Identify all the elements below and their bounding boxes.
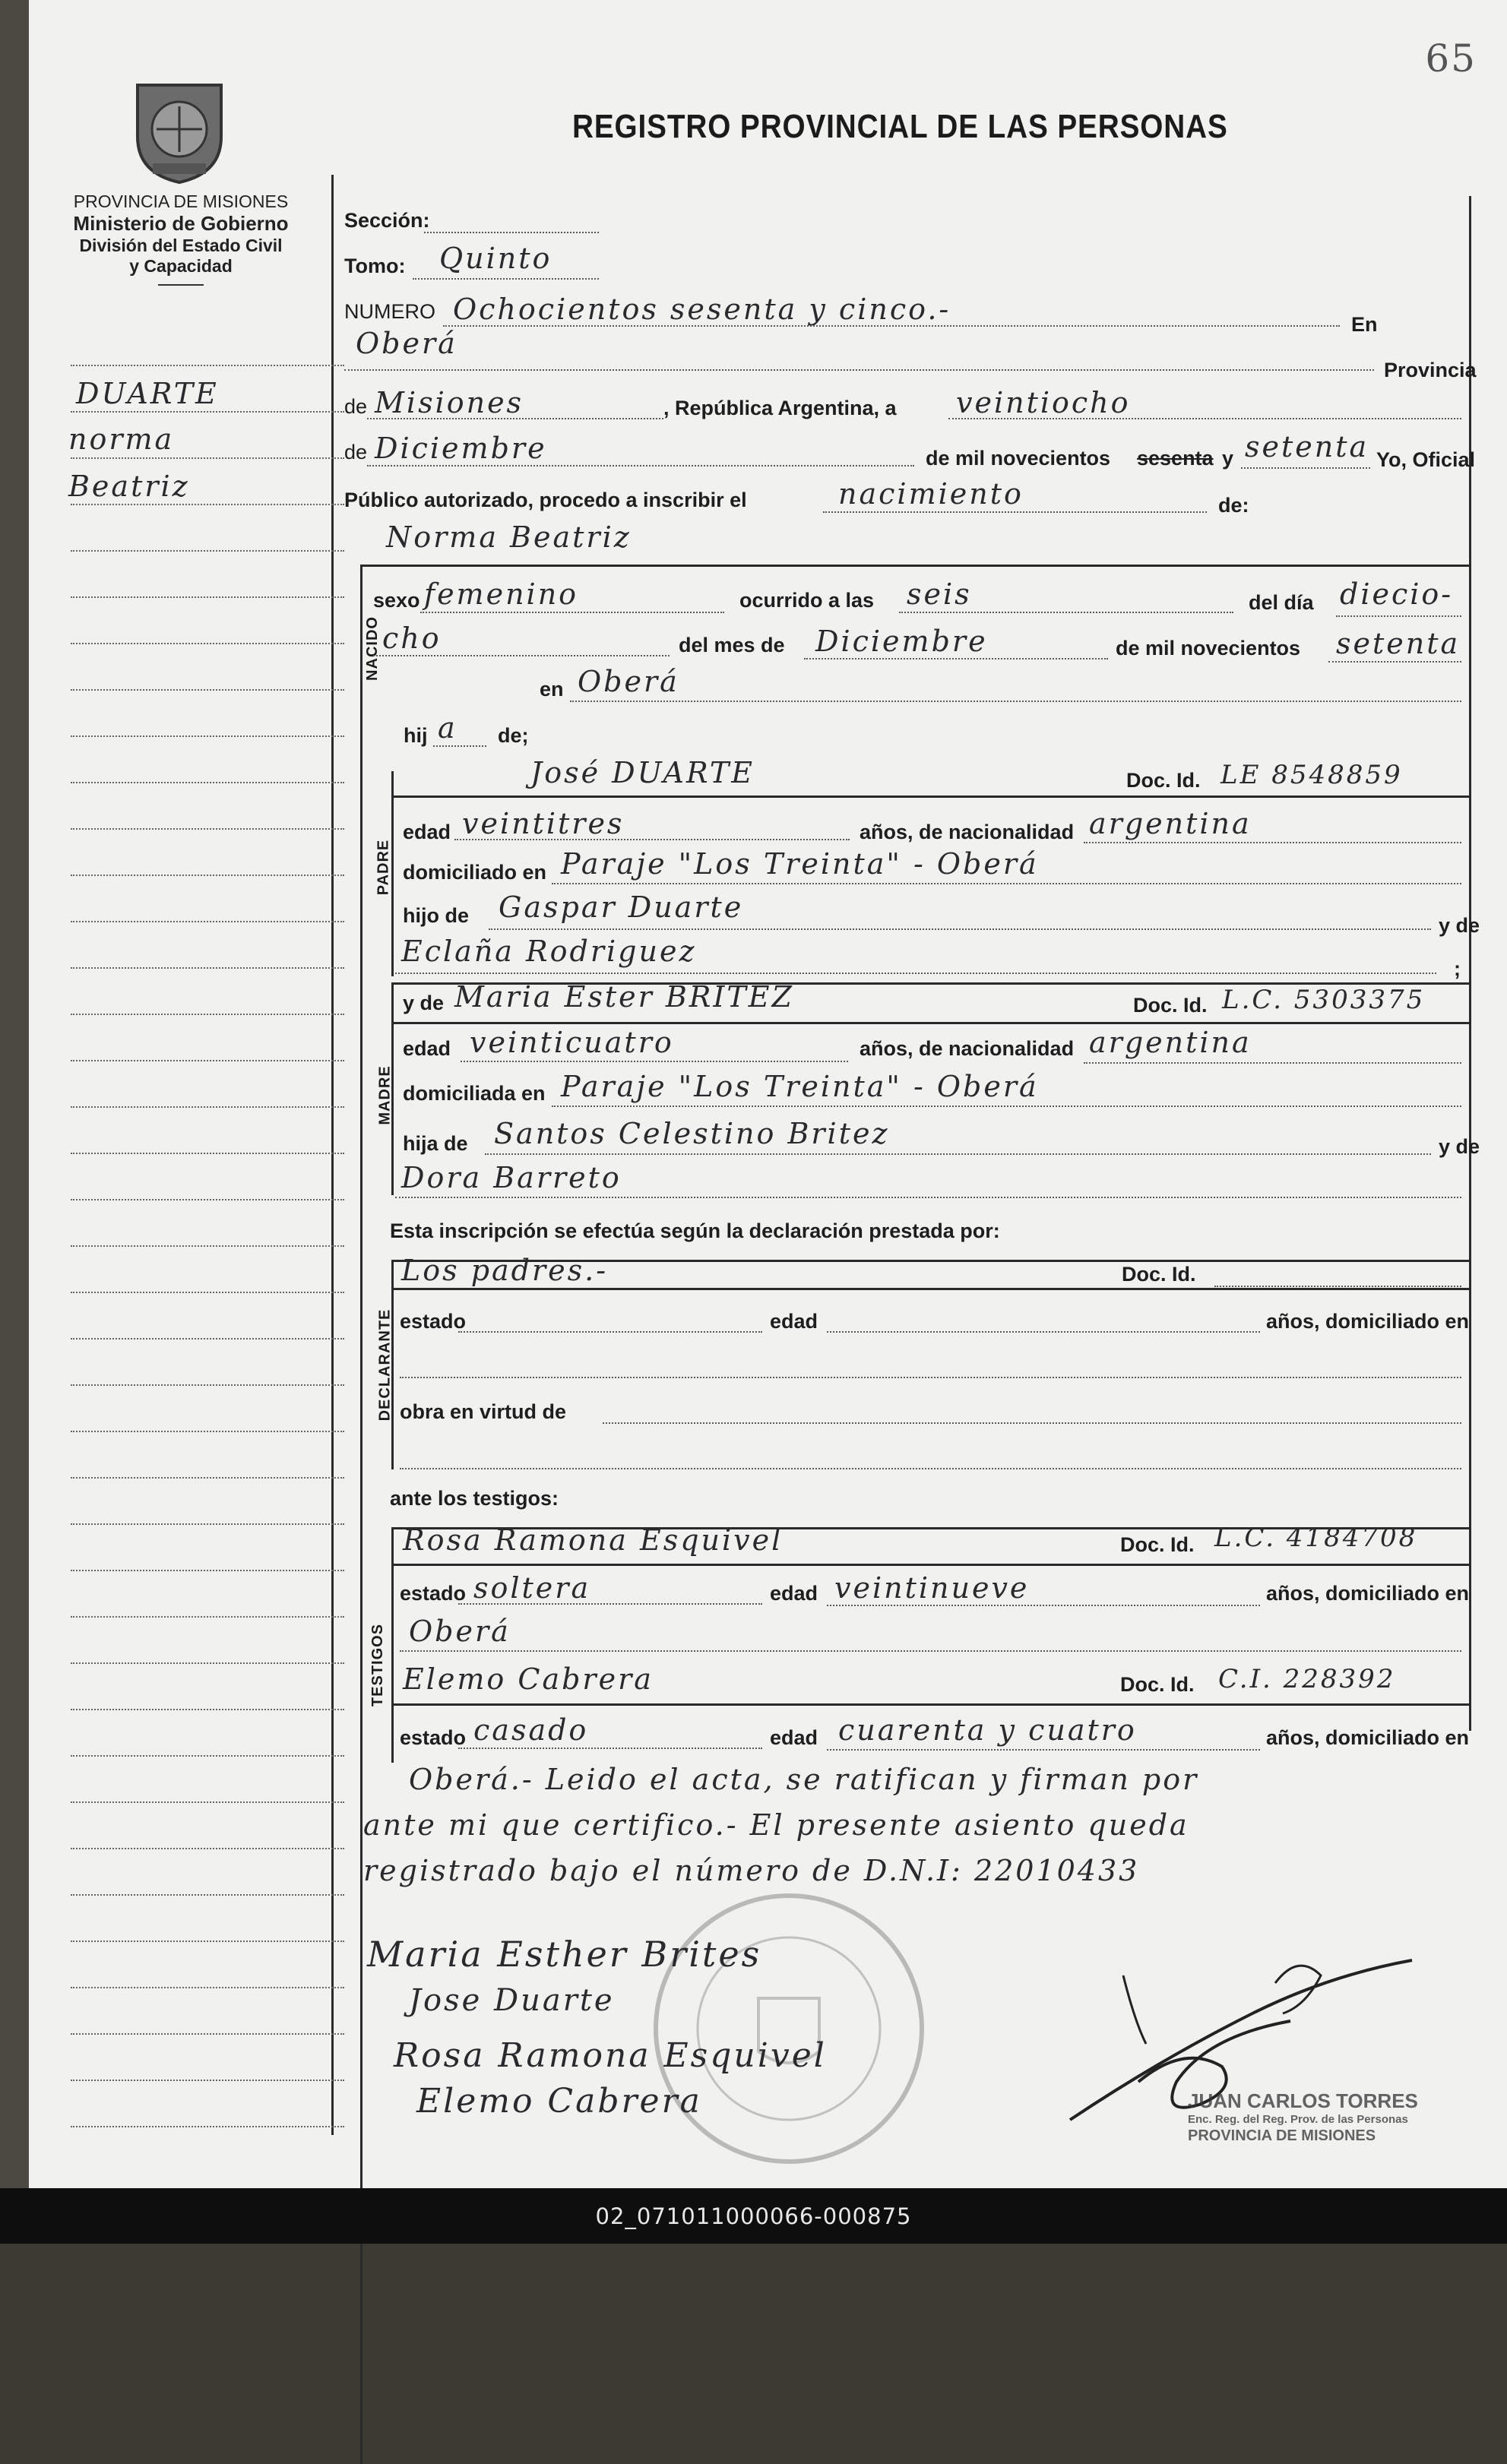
margin-rule-line — [71, 550, 344, 552]
stamp-line-2: Enc. Reg. del Reg. Prov. de las Personas — [1188, 2113, 1408, 2127]
tomo-value: Quinto — [439, 242, 552, 275]
label-declarante-doc: Doc. Id. — [1122, 1263, 1196, 1286]
label-de-semicolon: de; — [498, 724, 529, 747]
ministry-name: Ministerio de Gobierno — [73, 212, 289, 235]
label-madre-doc: Doc. Id. — [1133, 994, 1208, 1017]
section-nacido: NACIDO — [363, 616, 381, 681]
margin-rule-line — [71, 1292, 344, 1293]
dia-value-2: cho — [382, 622, 442, 655]
label-padre-anos-nac: años, de nacionalidad — [860, 821, 1075, 843]
label-padre-y-de: y de — [1439, 914, 1480, 937]
margin-rule-line — [71, 1941, 344, 1942]
label-ocurrido: ocurrido a las — [739, 589, 875, 612]
label-testigo1-anos-dom: años, domiciliado en — [1266, 1582, 1470, 1605]
label-en-lower: en — [540, 678, 564, 701]
margin-rule-line — [71, 875, 344, 876]
margin-rule-line — [71, 1199, 344, 1200]
madre-hija-de-value: Santos Celestino Britez — [494, 1117, 890, 1150]
hij-suffix-value: a — [438, 711, 457, 745]
margin-surname: DUARTE — [76, 377, 219, 410]
label-de-mil-nov: de mil novecientos — [1116, 637, 1301, 659]
label-numero: NUMERO — [344, 300, 435, 323]
testigo1-doc-value: L.C. 4184708 — [1214, 1523, 1418, 1553]
margin-rule-line — [71, 1384, 344, 1386]
label-sexo: sexo — [373, 589, 420, 612]
label-en: En — [1351, 313, 1378, 336]
margin-rule-line — [71, 1894, 344, 1896]
page-number: 65 — [1425, 36, 1477, 81]
margin-rule-line — [71, 1801, 344, 1803]
padre-nac-value: argentina — [1089, 807, 1252, 840]
madre-dom-value: Paraje "Los Treinta" - Oberá — [561, 1070, 1039, 1103]
testigo2-doc-value: C.I. 228392 — [1218, 1664, 1396, 1694]
closing-line-1: Oberá.- Leido el acta, se ratifican y firman por — [409, 1763, 1199, 1796]
declarante-value: Los padres.- — [401, 1254, 609, 1287]
section-padre: PADRE — [375, 839, 392, 896]
margin-rule-line — [71, 1477, 344, 1479]
label-madre-hija-de: hija de — [403, 1132, 468, 1155]
margin-rule-line — [71, 1153, 344, 1154]
label-declarante-estado: estado — [400, 1310, 467, 1333]
label-testigo1-estado: estado — [400, 1582, 467, 1605]
label-yo-oficial: Yo, Oficial — [1376, 448, 1476, 471]
nacido-nombre-value: Norma Beatriz — [386, 520, 632, 554]
fecha-mes-value: Diciembre — [375, 432, 547, 465]
hora-value: seis — [907, 577, 972, 611]
label-testigo2-edad: edad — [770, 1726, 818, 1749]
margin-rule-line — [71, 1616, 344, 1618]
label-madre-anos-nac: años, de nacionalidad — [860, 1037, 1075, 1060]
fecha-dia-value: veintiocho — [956, 386, 1131, 419]
lugar-value: Oberá — [356, 327, 457, 360]
padre-dom-value: Paraje "Los Treinta" - Oberá — [561, 847, 1039, 881]
madre-nac-value: argentina — [1089, 1026, 1252, 1059]
margin-rule-line — [71, 1848, 344, 1849]
margin-first-name: norma — [68, 422, 175, 456]
label-padre-semicolon: ; — [1454, 957, 1461, 980]
acto-value: nacimiento — [838, 477, 1024, 511]
margin-rule-line — [71, 1431, 344, 1432]
margin-rule-line — [71, 643, 344, 644]
label-provincia: Provincia — [1384, 359, 1477, 381]
label-declaracion: Esta inscripción se efectúa según la declaración prestada por: — [390, 1219, 1000, 1242]
label-madre-y-de: y de — [403, 992, 445, 1014]
section-madre: MADRE — [376, 1065, 394, 1125]
label-y: y — [1222, 447, 1234, 470]
testigo2-nombre-value: Elemo Cabrera — [403, 1662, 654, 1696]
label-hij: hij — [404, 724, 428, 747]
padre-edad-value: veintitres — [462, 807, 625, 840]
mes-value: Diciembre — [815, 625, 988, 658]
margin-rule-line — [71, 782, 344, 783]
testigo1-edad-value: veintinueve — [834, 1571, 1030, 1605]
dia-value-1: diecio- — [1340, 577, 1454, 611]
label-padre-dom: domiciliado en — [403, 861, 547, 884]
anio-value: setenta — [1336, 627, 1461, 660]
margin-rule-line — [71, 504, 344, 505]
section-declarante: DECLARANTE — [376, 1308, 394, 1422]
margin-rule-line — [71, 457, 344, 459]
padre-nombre-value: José DUARTE — [530, 756, 755, 789]
label-tomo: Tomo: — [344, 255, 406, 277]
label-testigo2-estado: estado — [400, 1726, 467, 1749]
label-padre-edad: edad — [403, 821, 451, 843]
label-publico: Público autorizado, procedo a inscribir el — [344, 489, 747, 511]
label-madre-edad: edad — [403, 1037, 451, 1060]
margin-rule-line — [71, 1709, 344, 1710]
margin-rule-line — [71, 1570, 344, 1571]
margin-rule-line — [71, 1523, 344, 1525]
margin-rule-line — [71, 596, 344, 598]
margin-rule-line — [71, 2033, 344, 2035]
division-line-2: y Capacidad — [129, 256, 233, 276]
label-de-2: de — [344, 441, 368, 463]
signature-witness-1: Rosa Ramona Esquivel — [394, 2036, 827, 2075]
registry-title: REGISTRO PROVINCIAL DE LAS PERSONAS — [572, 108, 1228, 145]
closing-line-3: registrado bajo el número de D.N.I: 22010433 — [363, 1854, 1140, 1887]
madre-edad-value: veinticuatro — [470, 1026, 674, 1059]
book-binding — [0, 0, 29, 2244]
label-seccion: Sección: — [344, 209, 430, 232]
registry-page — [29, 0, 1507, 2188]
margin-rule-line — [71, 1338, 344, 1340]
margin-rule-line — [71, 1245, 344, 1247]
madre-nombre-value: Maria Ester BRITEZ — [454, 980, 794, 1014]
stamp-line-3: PROVINCIA DE MISIONES — [1188, 2127, 1376, 2145]
signature-father: Jose Duarte — [409, 1983, 615, 2018]
label-madre-dom: domiciliada en — [403, 1082, 546, 1105]
label-testigo2-doc: Doc. Id. — [1120, 1673, 1195, 1696]
label-de-mil: de mil novecientos — [926, 447, 1111, 470]
provincia-value: Misiones — [375, 386, 524, 419]
margin-rule-line — [71, 2080, 344, 2081]
madre-doc-value: L.C. 5303375 — [1222, 985, 1426, 1015]
margin-rule-line — [71, 1755, 344, 1757]
lugar-nac-value: Oberá — [578, 665, 679, 698]
section-testigos: TESTIGOS — [369, 1623, 387, 1707]
label-de-colon: de: — [1218, 494, 1249, 517]
stamp-line-1: JUAN CARLOS TORRES — [1188, 2089, 1418, 2112]
sexo-value: femenino — [424, 577, 579, 611]
testigo1-nombre-value: Rosa Ramona Esquivel — [403, 1523, 784, 1557]
margin-rule-line — [71, 1106, 344, 1108]
division-line-1: División del Estado Civil — [79, 236, 283, 255]
label-del-dia: del día — [1249, 591, 1314, 614]
label-testigo1-edad: edad — [770, 1582, 818, 1605]
label-testigo1-doc: Doc. Id. — [1120, 1533, 1195, 1556]
margin-rule-line — [71, 1987, 344, 1988]
margin-rule-line — [71, 921, 344, 922]
numero-value: Ochocientos sesenta y cinco.- — [453, 293, 951, 326]
signature-witness-2: Elemo Cabrera — [416, 2082, 702, 2121]
label-declarante-anos-dom: años, domiciliado en — [1266, 1310, 1470, 1333]
closing-line-2: ante mi que certifico.- El presente asiento queda — [363, 1808, 1189, 1842]
margin-rule-line — [71, 2126, 344, 2127]
image-caption: 02_071011000066-000875 — [595, 2203, 912, 2229]
margin-rule-line — [71, 735, 344, 737]
label-sesenta: sesenta — [1137, 447, 1214, 470]
margin-rule-line — [71, 689, 344, 691]
label-ante-testigos: ante los testigos: — [390, 1487, 559, 1510]
fecha-anio-value: setenta — [1245, 430, 1369, 463]
label-padre-doc: Doc. Id. — [1126, 769, 1201, 792]
testigo1-estado-value: soltera — [473, 1571, 591, 1605]
margin-second-name: Beatriz — [68, 470, 190, 503]
testigo1-dom-value: Oberá — [409, 1615, 511, 1648]
label-de-1: de — [344, 395, 368, 418]
registry-seal-icon — [644, 1884, 933, 2176]
margin-rule-line — [71, 967, 344, 969]
label-del-mes: del mes de — [679, 634, 785, 656]
padre-y-de-value: Eclaña Rodriguez — [401, 935, 697, 968]
province-seal-icon — [126, 76, 233, 189]
testigo2-edad-value: cuarenta y cuatro — [838, 1713, 1137, 1747]
label-testigo2-anos-dom: años, domiciliado en — [1266, 1726, 1470, 1749]
label-republica: , República Argentina, a — [663, 397, 897, 419]
testigo2-estado-value: casado — [473, 1713, 589, 1747]
label-madre-y-de-2: y de — [1439, 1135, 1480, 1158]
padre-doc-value: LE 8548859 — [1220, 760, 1403, 790]
madre-y-de-value: Dora Barreto — [401, 1161, 622, 1194]
margin-rule-line — [71, 411, 344, 413]
label-declarante-edad: edad — [770, 1310, 818, 1333]
label-padre-hijo-de: hijo de — [403, 904, 469, 927]
margin-rule-line — [71, 828, 344, 830]
margin-rule-line — [71, 365, 344, 366]
margin-rule-line — [71, 1662, 344, 1664]
province-name: PROVINCIA DE MISIONES — [73, 191, 289, 211]
signature-mother: Maria Esther Brites — [367, 1934, 762, 1975]
margin-rule-line — [71, 1060, 344, 1061]
margin-rule-line — [71, 1014, 344, 1015]
padre-hijo-de-value: Gaspar Duarte — [499, 890, 744, 924]
label-obra: obra en virtud de — [400, 1400, 567, 1423]
